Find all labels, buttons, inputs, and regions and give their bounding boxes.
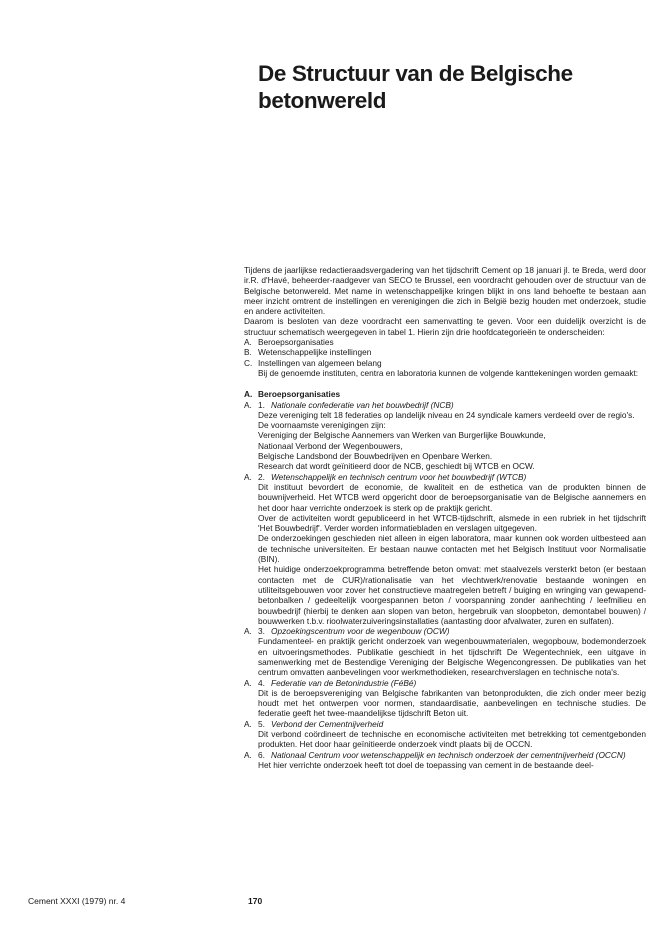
item-paragraph: Belgische Landsbond der Bouwbedrijven en Openbare Werken. <box>258 451 493 462</box>
intro-paragraph: Tijdens de jaarlijkse redactieraadsvergadering van het tijdschrift Cement op 18 januari jl. te Breda, werd door ir.R. d'Havé, beheerder-raadgever van SECO te Brussel, een voordracht gehouden over de structuur van de Belgische betonwereld. Met name in wetenschappelijke kringen blijkt in ons land behoefte te bestaan aan meer inzicht omtrent de instellingen en verenigingen die zich in België bezig houden met onderzoek, studie en andere activiteiten. <box>244 265 646 317</box>
item-6 <box>244 750 646 771</box>
intro-end-paragraph: Bij de genoemde instituten, centra en laboratoria kunnen de volgende kanttekeningen worden gemaakt: <box>258 367 639 378</box>
item-paragraph: Deze vereniging telt 18 federaties op landelijk niveau en 24 syndicale kamers verdeeld over de regio's. <box>258 409 635 420</box>
item-number: 4. <box>258 677 265 688</box>
item-heading <box>244 678 646 688</box>
item-number: 2. <box>258 471 265 482</box>
article-body <box>244 265 646 770</box>
item-4 <box>244 678 646 719</box>
item-paragraph: Dit instituut bevordert de economie, de kwaliteit en de esthetica van de produkten binnen de bouwnijverheid. Het WTCB werd opgericht door de beroepsorganisatie van de Belgische aannemers en het door haar verrichte onderzoek is sterk op de praktijk gericht. <box>258 481 646 513</box>
section-heading <box>244 389 646 399</box>
intro-end <box>244 368 646 378</box>
category-key: A. <box>244 337 252 348</box>
item-key: A. <box>244 471 252 482</box>
category-label: Beroepsorganisaties <box>258 337 334 348</box>
item-title: Nationaal Centrum voor wetenschappelijk en technisch onderzoek der cementnijverheid (OCCN) <box>271 749 626 760</box>
category-item <box>244 337 646 347</box>
item-paragraph: Nationaal Verbond der Wegenbouwers, <box>258 440 403 451</box>
category-label: Wetenschappelijke instellingen <box>258 347 372 358</box>
item-body <box>244 482 646 626</box>
item-2 <box>244 472 646 626</box>
item-key: A. <box>244 718 252 729</box>
item-key: A. <box>244 626 252 637</box>
item-title: Nationale confederatie van het bouwbedrijf (NCB) <box>271 399 454 410</box>
item-paragraph: Dit is de beroepsvereniging van Belgische fabrikanten van betonprodukten, die zich onder meer bezig houdt met het ontwerpen voor normen, standaardisatie, aanbevelingen en technische studies. De federatie geeft het twee-maandelijkse tijdschrift Beton uit. <box>258 687 646 719</box>
item-paragraph: Dit verbond coördineert de technische en economische activiteiten met betrekking tot cementgebonden produkten. Het door haar geïnitieerde onderzoek vindt plaats bij de OCCN. <box>258 729 646 750</box>
category-key: C. <box>244 357 253 368</box>
item-paragraph: Research dat wordt geïnitieerd door de NCB, geschiedt bij WTCB en OCW. <box>258 461 535 472</box>
intro <box>244 265 646 337</box>
category-item <box>244 358 646 368</box>
category-key: B. <box>244 347 252 358</box>
spacer <box>244 378 646 389</box>
item-paragraph: Over de activiteiten wordt gepubliceerd in het WTCB-tijdschrift, alsmede in een rubriek in het tijdschrift 'Het Bouwbedrijf'. Verder worden informatiebladen en verslagen uitgegeven. <box>258 512 646 534</box>
item-title: Opzoekingscentrum voor de wegenbouw (OCW) <box>271 626 450 637</box>
item-body <box>244 688 646 719</box>
item-number: 3. <box>258 626 265 637</box>
item-paragraph: Vereniging der Belgische Aannemers van Werken van Burgerlijke Bouwkunde, <box>258 430 546 441</box>
item-heading <box>244 400 646 410</box>
item-body <box>244 410 646 472</box>
item-1 <box>244 400 646 472</box>
item-number: 6. <box>258 749 265 760</box>
item-heading <box>244 750 646 760</box>
item-title: Wetenschappelijk en technisch centrum voor het bouwbedrijf (WTCB) <box>271 471 527 482</box>
section-label: Beroepsorganisaties <box>258 389 341 400</box>
item-list <box>244 400 646 771</box>
section-key: A. <box>244 389 253 400</box>
article-title: De Structuur van de Belgische betonwereld <box>258 61 573 113</box>
item-title: Verbond der Cementnijverheid <box>271 718 384 729</box>
item-key: A. <box>244 749 252 760</box>
item-heading <box>244 626 646 636</box>
item-body <box>244 636 646 677</box>
item-3 <box>244 626 646 677</box>
category-item <box>244 347 646 357</box>
intro-paragraph: Daarom is besloten van deze voordracht een samenvatting te geven. Voor een duidelijk overzicht is de structuur schematisch weergegeven in tabel 1. Hierin zijn drie hoofdcategorieën te onderscheiden: <box>244 316 646 337</box>
category-list <box>244 337 646 368</box>
item-key: A. <box>244 677 252 688</box>
item-heading <box>244 719 646 729</box>
item-paragraph: Fundamenteel- en praktijk gericht onderzoek van wegenbouwmaterialen, wegopbouw, bodemonderzoek en uitvoeringsmethodes. Publikatie geschiedt in het tijdschrift De Wegentechniek, een uitgave in samenwerking met de Bestendige Vereniging der Belgische Wegencongressen. De publikaties van het centrum omvatten aanbevelingen voor werkmethodieken, researchverslagen en technische nota's. <box>258 636 646 678</box>
item-paragraph: De voornaamste verenigingen zijn: <box>258 420 386 431</box>
item-title: Federatie van de Betonindustrie (FéBé) <box>271 677 417 688</box>
page-number: 170 <box>248 896 263 906</box>
item-5 <box>244 719 646 750</box>
item-number: 1. <box>258 399 265 410</box>
item-paragraph: Het hier verrichte onderzoek heeft tot doel de toepassing van cement in de bestaande deel- <box>258 759 594 770</box>
journal-reference: Cement XXXI (1979) nr. 4 <box>28 896 126 906</box>
item-key: A. <box>244 399 252 410</box>
item-body <box>244 729 646 750</box>
item-body <box>244 760 646 770</box>
item-heading <box>244 472 646 482</box>
item-number: 5. <box>258 718 265 729</box>
category-label: Instellingen van algemeen belang <box>258 357 382 368</box>
item-paragraph: Het huidige onderzoekprogramma betreffende beton omvat: met staalvezels versterkt beton (er bestaan contacten met de CUR)/rationalisatie van het vlechtwerk/renovatie bestaande woningen en utiliteitsgebouwen voor zover het constructieve maatregelen betreft / buiging en wringing van gewapend-betonbalken / gedeeltelijk voorgespannen beton / voorspanning zonder aanhechting / leefmilieu en bouwbedrijf (hierbij te denken aan slopen van beton, hergebruik van sloopbeton, demontabel bouwen) / bouwwerken t.b.v. rioolwaterzuiveringsinstallaties (aantasting door afvalwater, zuren en sulfaten). <box>258 564 646 626</box>
item-paragraph: De onderzoekingen geschieden niet alleen in eigen laboratora, maar kunnen ook worden uitbesteed aan de technische universiteiten. Er bestaan nauwe contacten met het Belgisch Instituut voor Normalisatie (BIN). <box>258 533 646 565</box>
